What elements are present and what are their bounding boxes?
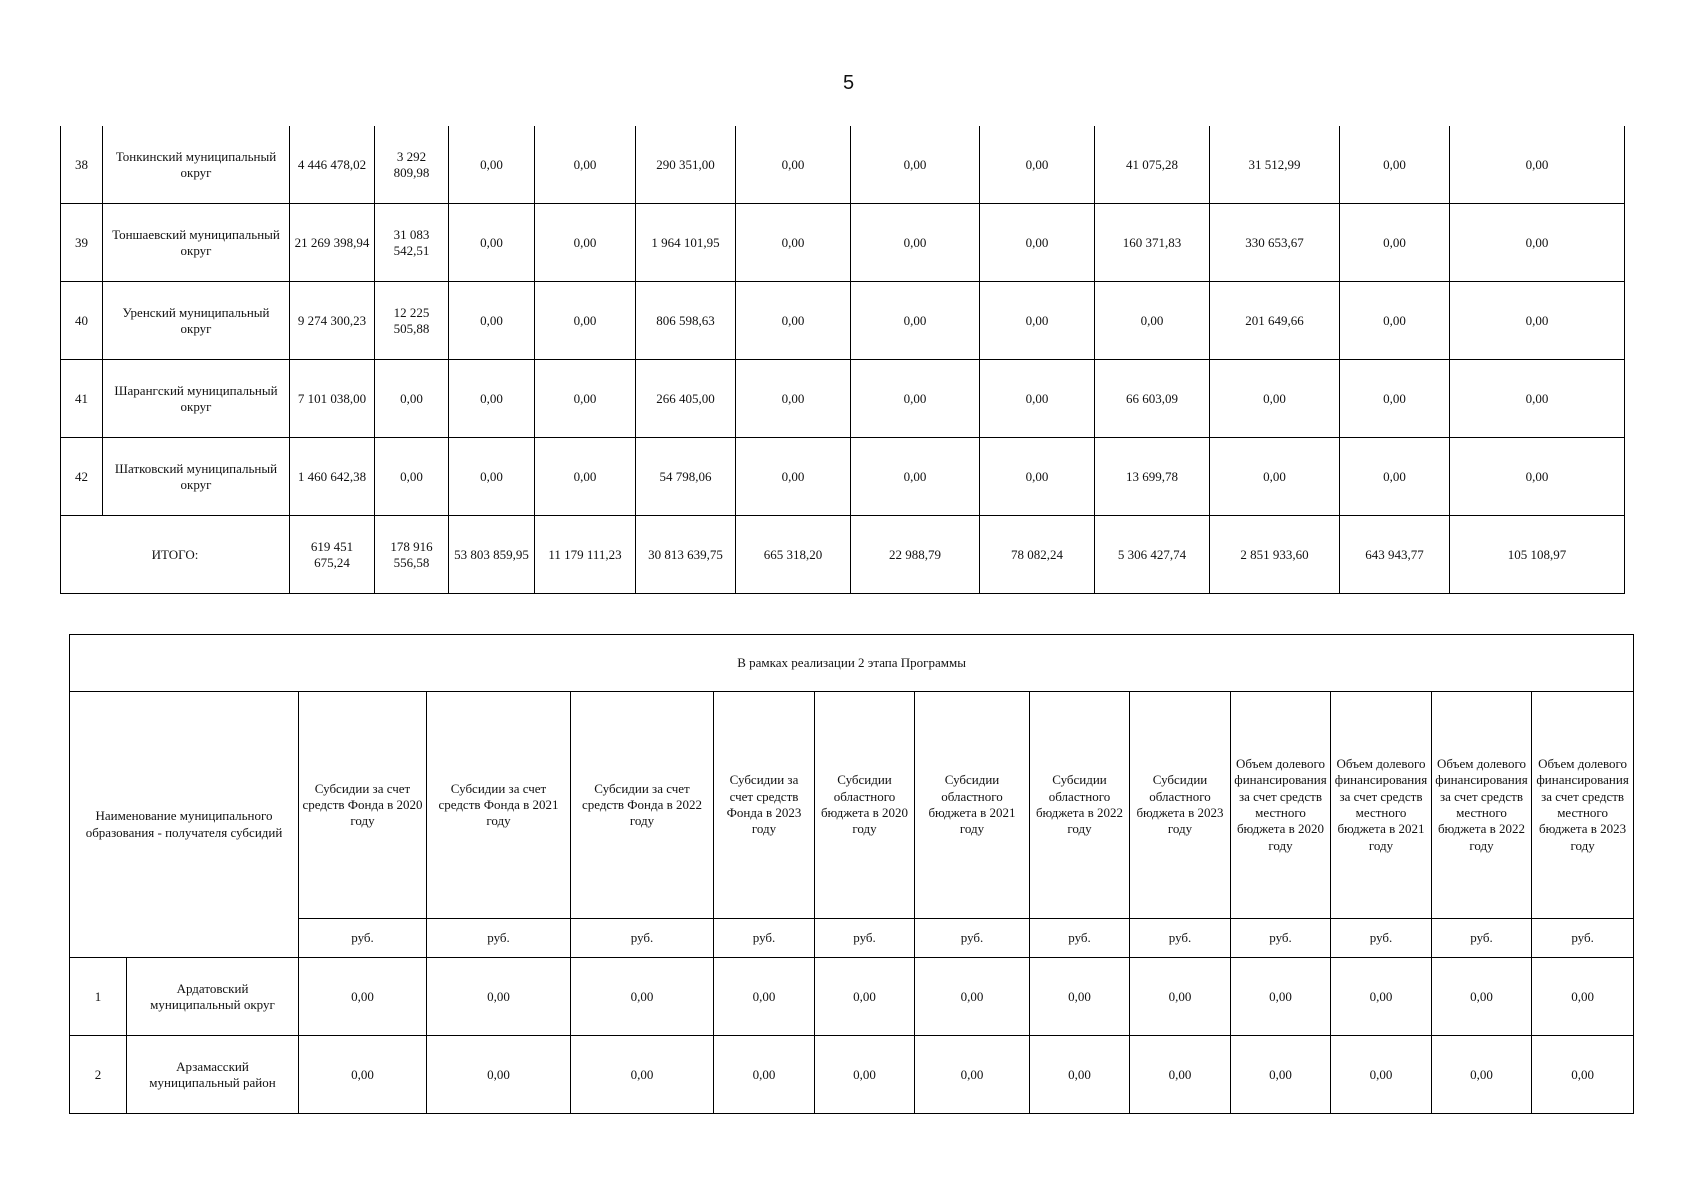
name-column-header: Наименование муниципального образования - получателя субсидий bbox=[70, 692, 299, 958]
value-cell: 0,00 bbox=[299, 1036, 427, 1114]
row-number: 1 bbox=[70, 958, 127, 1036]
value-cell: 3 292 809,98 bbox=[375, 126, 449, 204]
total-row bbox=[61, 516, 1625, 594]
table-row bbox=[61, 282, 1625, 360]
column-header: Субсидии областного бюджета в 2022 году bbox=[1030, 692, 1130, 919]
value-cell: 201 649,66 bbox=[1210, 282, 1340, 360]
top-data-table bbox=[60, 126, 1625, 594]
value-cell: 0,00 bbox=[1450, 360, 1625, 438]
value-cell: 1 964 101,95 bbox=[636, 204, 736, 282]
value-cell: 290 351,00 bbox=[636, 126, 736, 204]
column-header: Субсидии за счет средств Фонда в 2021 году bbox=[427, 692, 571, 919]
value-cell: 0,00 bbox=[980, 126, 1095, 204]
unit-cell: руб. bbox=[1331, 919, 1432, 958]
column-header: Объем долевого финансирования за счет средств местного бюджета в 2021 году bbox=[1331, 692, 1432, 919]
unit-cell: руб. bbox=[571, 919, 714, 958]
value-cell: 160 371,83 bbox=[1095, 204, 1210, 282]
row-number: 42 bbox=[61, 438, 103, 516]
value-cell: 0,00 bbox=[449, 126, 535, 204]
column-header: Субсидии за счет средств Фонда в 2022 году bbox=[571, 692, 714, 919]
value-cell: 0,00 bbox=[980, 204, 1095, 282]
value-cell: 0,00 bbox=[1030, 1036, 1130, 1114]
value-cell: 0,00 bbox=[736, 282, 851, 360]
value-cell: 1 460 642,38 bbox=[290, 438, 375, 516]
value-cell: 0,00 bbox=[1340, 282, 1450, 360]
unit-cell: руб. bbox=[815, 919, 915, 958]
value-cell: 0,00 bbox=[1450, 438, 1625, 516]
value-cell: 0,00 bbox=[535, 126, 636, 204]
total-value-cell: 11 179 111,23 bbox=[535, 516, 636, 594]
stage-title: В рамках реализации 2 этапа Программы bbox=[70, 635, 1634, 692]
column-header: Объем долевого финансирования за счет средств местного бюджета в 2023 году bbox=[1532, 692, 1634, 919]
value-cell: 0,00 bbox=[1340, 126, 1450, 204]
total-value-cell: 2 851 933,60 bbox=[1210, 516, 1340, 594]
total-value-cell: 30 813 639,75 bbox=[636, 516, 736, 594]
column-header: Субсидии за счет средств Фонда в 2023 году bbox=[714, 692, 815, 919]
value-cell: 0,00 bbox=[1532, 958, 1634, 1036]
value-cell: 0,00 bbox=[851, 360, 980, 438]
table-row bbox=[70, 958, 1634, 1036]
unit-cell: руб. bbox=[299, 919, 427, 958]
stage-2-table bbox=[69, 634, 1634, 1114]
total-value-cell: 665 318,20 bbox=[736, 516, 851, 594]
column-header: Объем долевого финансирования за счет средств местного бюджета в 2022 году bbox=[1432, 692, 1532, 919]
value-cell: 0,00 bbox=[736, 360, 851, 438]
value-cell: 0,00 bbox=[375, 438, 449, 516]
value-cell: 0,00 bbox=[736, 438, 851, 516]
value-cell: 0,00 bbox=[1231, 958, 1331, 1036]
value-cell: 0,00 bbox=[1450, 282, 1625, 360]
value-cell: 54 798,06 bbox=[636, 438, 736, 516]
value-cell: 21 269 398,94 bbox=[290, 204, 375, 282]
value-cell: 0,00 bbox=[449, 204, 535, 282]
value-cell: 0,00 bbox=[535, 204, 636, 282]
value-cell: 0,00 bbox=[915, 958, 1030, 1036]
value-cell: 0,00 bbox=[1432, 958, 1532, 1036]
total-label: ИТОГО: bbox=[61, 516, 290, 594]
column-header: Объем долевого финансирования за счет средств местного бюджета в 2020 году bbox=[1231, 692, 1331, 919]
total-value-cell: 53 803 859,95 bbox=[449, 516, 535, 594]
value-cell: 66 603,09 bbox=[1095, 360, 1210, 438]
column-header: Субсидии областного бюджета в 2021 году bbox=[915, 692, 1030, 919]
value-cell: 0,00 bbox=[736, 204, 851, 282]
column-header: Субсидии за счет средств Фонда в 2020 году bbox=[299, 692, 427, 919]
row-number: 41 bbox=[61, 360, 103, 438]
value-cell: 0,00 bbox=[714, 958, 815, 1036]
value-cell: 0,00 bbox=[851, 438, 980, 516]
value-cell: 0,00 bbox=[1532, 1036, 1634, 1114]
value-cell: 0,00 bbox=[714, 1036, 815, 1114]
value-cell: 0,00 bbox=[1340, 438, 1450, 516]
value-cell: 0,00 bbox=[980, 282, 1095, 360]
value-cell: 0,00 bbox=[1030, 958, 1130, 1036]
value-cell: 0,00 bbox=[427, 1036, 571, 1114]
value-cell: 31 512,99 bbox=[1210, 126, 1340, 204]
unit-cell: руб. bbox=[1532, 919, 1634, 958]
row-number: 39 bbox=[61, 204, 103, 282]
value-cell: 13 699,78 bbox=[1095, 438, 1210, 516]
value-cell: 0,00 bbox=[815, 1036, 915, 1114]
table-row bbox=[61, 438, 1625, 516]
value-cell: 0,00 bbox=[1210, 360, 1340, 438]
value-cell: 0,00 bbox=[815, 958, 915, 1036]
unit-cell: руб. bbox=[714, 919, 815, 958]
value-cell: 9 274 300,23 bbox=[290, 282, 375, 360]
table-row bbox=[61, 360, 1625, 438]
unit-cell: руб. bbox=[1231, 919, 1331, 958]
value-cell: 0,00 bbox=[571, 958, 714, 1036]
value-cell: 0,00 bbox=[449, 360, 535, 438]
value-cell: 0,00 bbox=[299, 958, 427, 1036]
row-number: 2 bbox=[70, 1036, 127, 1114]
value-cell: 806 598,63 bbox=[636, 282, 736, 360]
value-cell: 0,00 bbox=[851, 126, 980, 204]
table-row bbox=[61, 204, 1625, 282]
value-cell: 0,00 bbox=[1095, 282, 1210, 360]
total-value-cell: 619 451 675,24 bbox=[290, 516, 375, 594]
total-value-cell: 643 943,77 bbox=[1340, 516, 1450, 594]
unit-cell: руб. bbox=[915, 919, 1030, 958]
column-header: Субсидии областного бюджета в 2020 году bbox=[815, 692, 915, 919]
value-cell: 0,00 bbox=[535, 360, 636, 438]
value-cell: 31 083 542,51 bbox=[375, 204, 449, 282]
value-cell: 0,00 bbox=[1340, 360, 1450, 438]
value-cell: 0,00 bbox=[736, 126, 851, 204]
total-value-cell: 105 108,97 bbox=[1450, 516, 1625, 594]
total-value-cell: 78 082,24 bbox=[980, 516, 1095, 594]
row-number: 40 bbox=[61, 282, 103, 360]
total-value-cell: 22 988,79 bbox=[851, 516, 980, 594]
value-cell: 0,00 bbox=[980, 438, 1095, 516]
value-cell: 0,00 bbox=[375, 360, 449, 438]
value-cell: 0,00 bbox=[1432, 1036, 1532, 1114]
row-number: 38 bbox=[61, 126, 103, 204]
value-cell: 0,00 bbox=[449, 438, 535, 516]
column-header: Субсидии областного бюджета в 2023 году bbox=[1130, 692, 1231, 919]
value-cell: 0,00 bbox=[427, 958, 571, 1036]
value-cell: 0,00 bbox=[980, 360, 1095, 438]
value-cell: 0,00 bbox=[1130, 958, 1231, 1036]
total-value-cell: 5 306 427,74 bbox=[1095, 516, 1210, 594]
value-cell: 0,00 bbox=[851, 282, 980, 360]
table-row bbox=[70, 1036, 1634, 1114]
municipality-name: Шарангский муниципальный округ bbox=[103, 360, 290, 438]
value-cell: 0,00 bbox=[1210, 438, 1340, 516]
value-cell: 0,00 bbox=[571, 1036, 714, 1114]
value-cell: 0,00 bbox=[1340, 204, 1450, 282]
value-cell: 4 446 478,02 bbox=[290, 126, 375, 204]
municipality-name: Арзамасский муниципальный район bbox=[127, 1036, 299, 1114]
page-number: 5 bbox=[842, 72, 855, 94]
municipality-name: Ардатовский муниципальный округ bbox=[127, 958, 299, 1036]
value-cell: 266 405,00 bbox=[636, 360, 736, 438]
unit-cell: руб. bbox=[1130, 919, 1231, 958]
value-cell: 330 653,67 bbox=[1210, 204, 1340, 282]
municipality-name: Уренский муниципальный округ bbox=[103, 282, 290, 360]
municipality-name: Шатковский муниципальный округ bbox=[103, 438, 290, 516]
value-cell: 0,00 bbox=[535, 438, 636, 516]
value-cell: 12 225 505,88 bbox=[375, 282, 449, 360]
municipality-name: Тонкинский муниципальный округ bbox=[103, 126, 290, 204]
total-value-cell: 178 916 556,58 bbox=[375, 516, 449, 594]
value-cell: 7 101 038,00 bbox=[290, 360, 375, 438]
value-cell: 0,00 bbox=[535, 282, 636, 360]
value-cell: 41 075,28 bbox=[1095, 126, 1210, 204]
unit-cell: руб. bbox=[1030, 919, 1130, 958]
unit-cell: руб. bbox=[427, 919, 571, 958]
value-cell: 0,00 bbox=[1450, 204, 1625, 282]
value-cell: 0,00 bbox=[915, 1036, 1030, 1114]
value-cell: 0,00 bbox=[1331, 958, 1432, 1036]
municipality-name: Тоншаевский муниципальный округ bbox=[103, 204, 290, 282]
value-cell: 0,00 bbox=[1130, 1036, 1231, 1114]
unit-cell: руб. bbox=[1432, 919, 1532, 958]
value-cell: 0,00 bbox=[851, 204, 980, 282]
value-cell: 0,00 bbox=[1450, 126, 1625, 204]
table-row bbox=[61, 126, 1625, 204]
value-cell: 0,00 bbox=[1231, 1036, 1331, 1114]
value-cell: 0,00 bbox=[449, 282, 535, 360]
value-cell: 0,00 bbox=[1331, 1036, 1432, 1114]
